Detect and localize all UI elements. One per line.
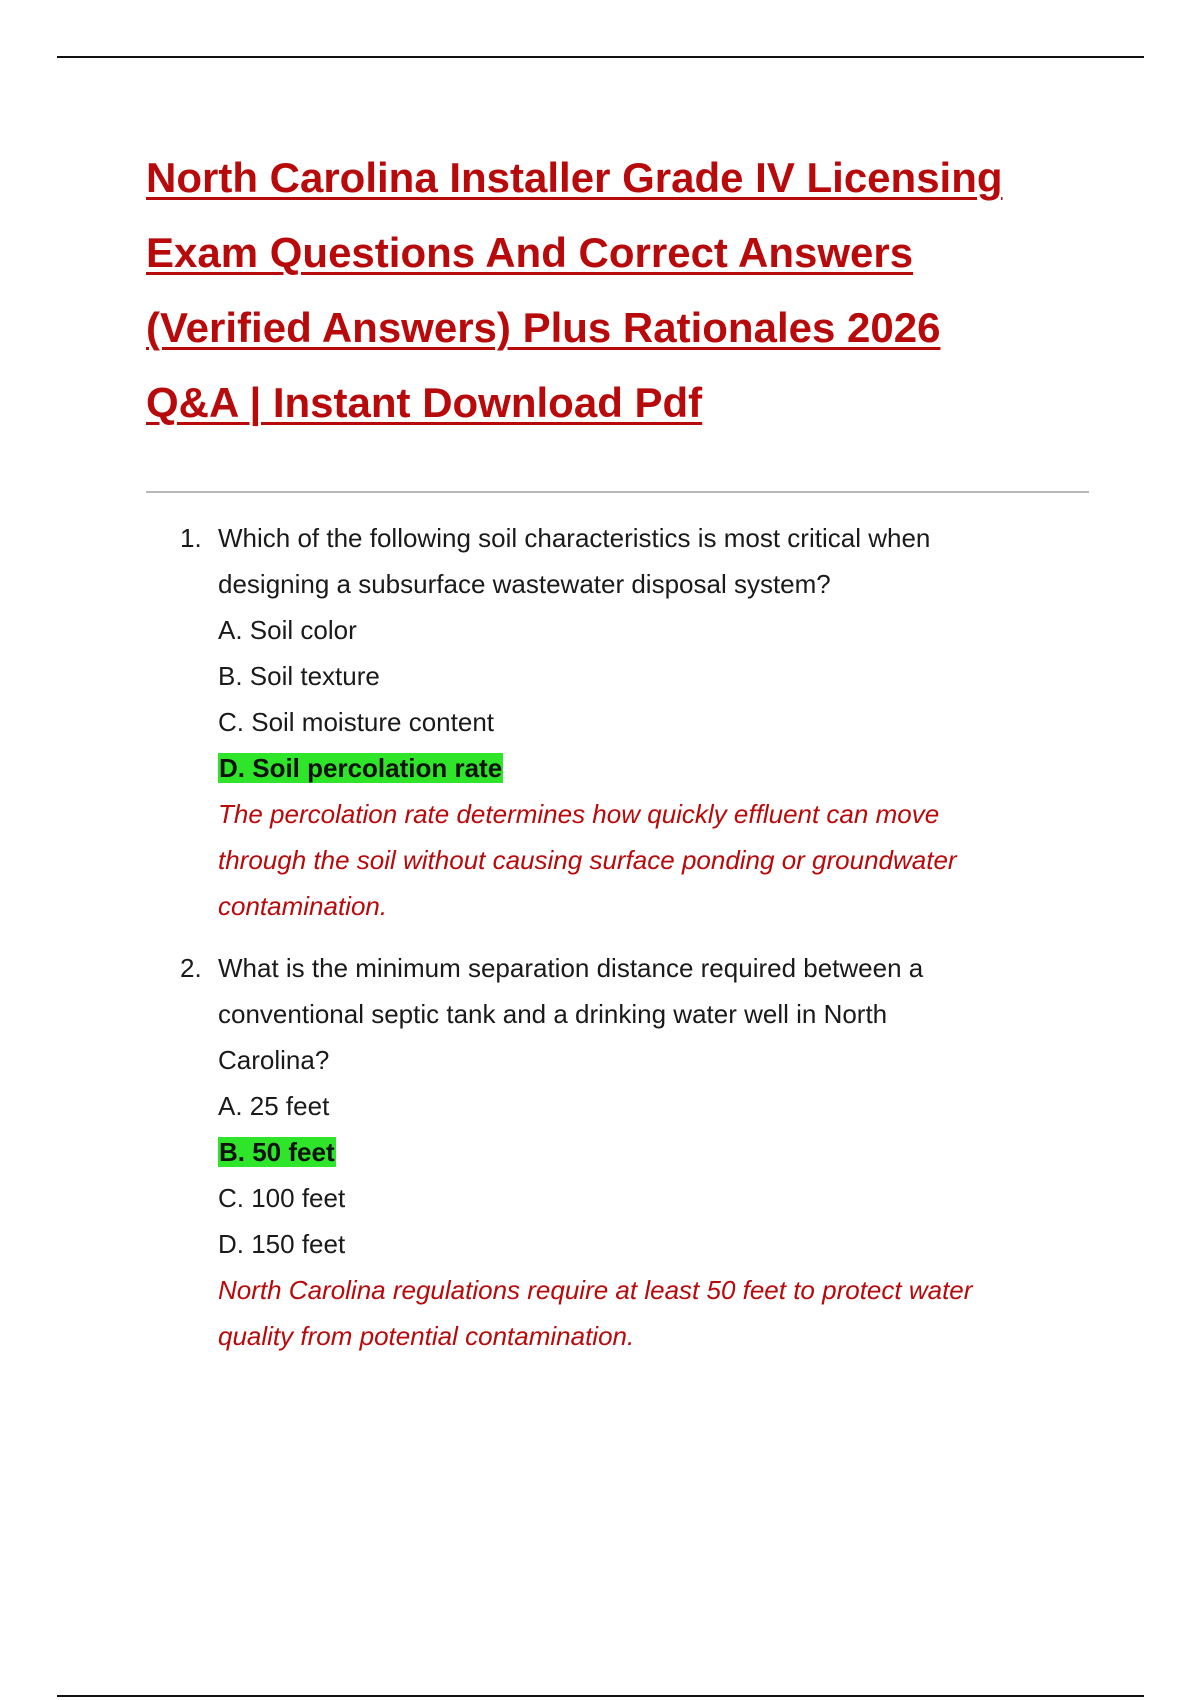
rationale-line: through the soil without causing surface ponding or groundwater — [218, 845, 957, 875]
rationale — [218, 791, 1100, 929]
rationale — [218, 1267, 1100, 1359]
question-line: designing a subsurface wastewater disposal system? — [218, 569, 831, 599]
question-list — [180, 515, 1100, 1375]
section-divider — [146, 491, 1089, 493]
rationale-line: North Carolina regulations require at least 50 feet to protect water — [218, 1275, 973, 1305]
question-number: 2. — [180, 953, 202, 983]
option-label: D. 150 feet — [218, 1229, 346, 1259]
answer-option — [218, 1175, 1100, 1221]
title-line: Exam Questions And Correct Answers — [146, 229, 914, 276]
rationale-line: contamination. — [218, 891, 388, 921]
option-label: C. 100 feet — [218, 1183, 346, 1213]
option-label: C. Soil moisture content — [218, 707, 495, 737]
question-item — [180, 945, 1100, 1359]
question-line: Carolina? — [218, 1045, 330, 1075]
document-title — [146, 140, 1106, 440]
question-line: conventional septic tank and a drinking water well in North — [218, 999, 888, 1029]
rationale-line: The percolation rate determines how quickly effluent can move — [218, 799, 940, 829]
question-number: 1. — [180, 523, 202, 553]
question-text — [218, 515, 1100, 607]
rationale-line: quality from potential contamination. — [218, 1321, 635, 1351]
option-label: B. Soil texture — [218, 661, 380, 691]
answer-option — [218, 607, 1100, 653]
title-line: Q&A | Instant Download Pdf — [146, 379, 703, 426]
answer-option — [218, 653, 1100, 699]
question-text — [218, 945, 1100, 1083]
answer-option — [218, 1083, 1100, 1129]
option-label: A. 25 feet — [218, 1091, 330, 1121]
question-line: Which of the following soil characteristics is most critical when — [218, 523, 931, 553]
answer-option — [218, 1221, 1100, 1267]
title-line: (Verified Answers) Plus Rationales 2026 — [146, 304, 941, 351]
question-line: What is the minimum separation distance required between a — [218, 953, 924, 983]
correct-answer-highlight: B. 50 feet — [219, 1137, 335, 1167]
option-label: A. Soil color — [218, 615, 357, 645]
correct-answer-highlight: D. Soil percolation rate — [219, 753, 503, 783]
question-item — [180, 515, 1100, 929]
answer-option — [218, 699, 1100, 745]
answer-option-correct — [218, 745, 1100, 791]
top-rule — [57, 56, 1144, 58]
title-line: North Carolina Installer Grade IV Licensing — [146, 154, 1003, 201]
answer-option-correct — [218, 1129, 1100, 1175]
bottom-rule — [57, 1695, 1144, 1697]
